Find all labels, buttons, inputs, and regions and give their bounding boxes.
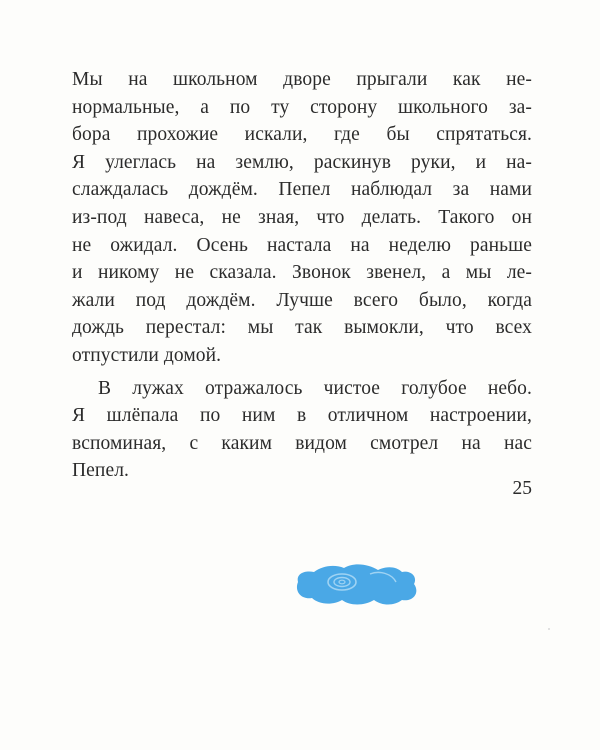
page-number: 25 — [512, 478, 532, 499]
text-line: нормальные, а по ту сторону школьного за- — [72, 96, 532, 118]
body-text — [72, 66, 532, 485]
puddle-icon — [292, 560, 420, 610]
paragraph-1 — [72, 66, 532, 370]
text-line: вспоминая, с каким видом смотрел на нас — [72, 432, 532, 454]
text-line: слаждалась дождём. Пепел наблюдал за нами — [72, 179, 532, 201]
text-line: Мы на школьном дворе прыгали как не- — [72, 69, 532, 90]
text-line: Пепел. — [72, 460, 130, 482]
text-line: и никому не сказала. Звонок звенел, а мы ле- — [72, 262, 532, 284]
text-line: не ожидал. Осень настала на неделю раньше — [72, 234, 532, 256]
decorative-dot — [548, 628, 550, 630]
text-line: отпустили домой. — [72, 344, 222, 366]
text-line: Я шлёпала по ним в отличном настроении, — [72, 405, 532, 427]
text-line: В лужах отражалось чистое голубое небо. — [98, 377, 532, 399]
text-line: бора прохожие искали, где бы спрятаться. — [72, 124, 532, 146]
text-line: жали под дождём. Лучше всего было, когда — [72, 289, 532, 311]
text-line: дождь перестал: мы так вымокли, что всех — [72, 317, 532, 339]
text-line: из-под навеса, не зная, что делать. Такого он — [72, 206, 532, 228]
text-line: Я улеглась на землю, раскинув руки, и на- — [72, 151, 532, 173]
paragraph-2 — [72, 375, 532, 485]
